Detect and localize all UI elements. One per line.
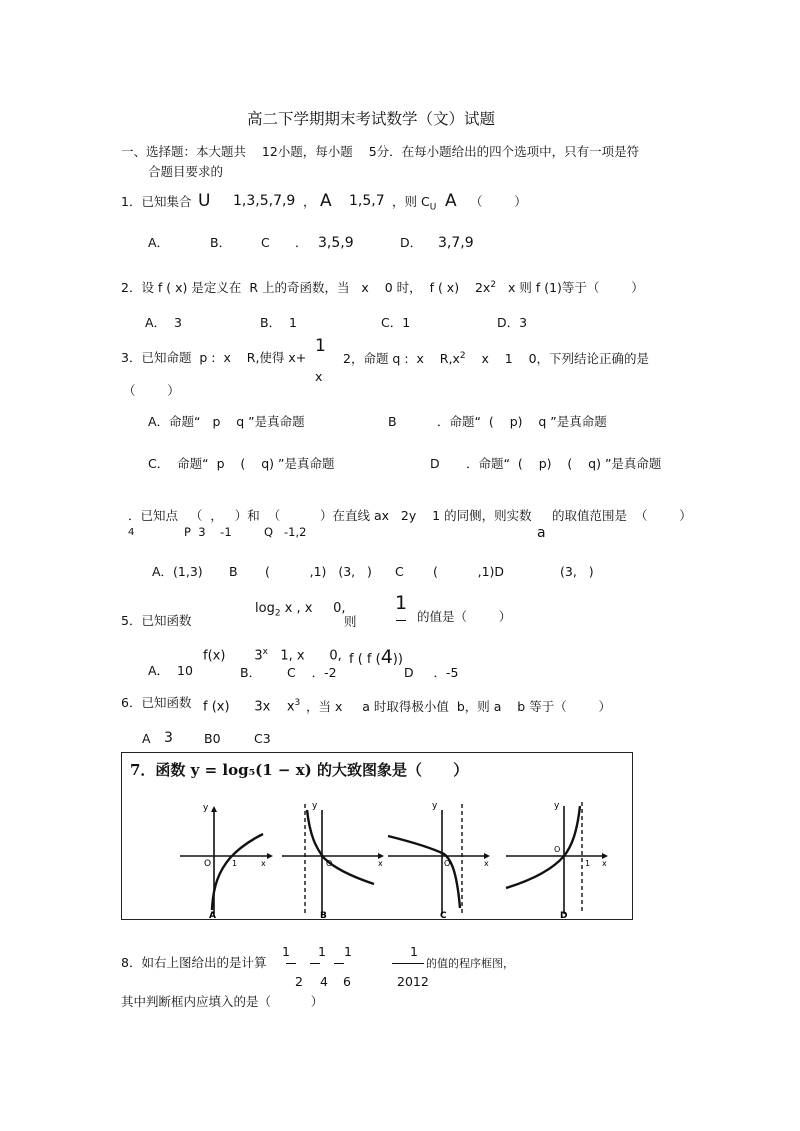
q1-u-set: 1,3,5,7,9 bbox=[233, 193, 296, 209]
q6-stem: 6．已知函数 bbox=[121, 695, 192, 710]
q7-graph-c-svg bbox=[384, 796, 494, 918]
svg-text:1: 1 bbox=[585, 859, 591, 868]
q1-opt-b: B． bbox=[210, 235, 232, 250]
q4-point-q: Q -1,2 bbox=[264, 525, 307, 539]
q5-stem: 5．已知函数 bbox=[121, 613, 192, 628]
q6-opt-b: B0 bbox=[204, 731, 221, 746]
q1-opt-c-val: 3,5,9 bbox=[318, 235, 354, 251]
q7-graph-c[interactable] bbox=[384, 796, 494, 918]
q1-stem: 1．已知集合 bbox=[121, 194, 192, 209]
q1-a2: A bbox=[445, 191, 457, 211]
q4-var-a: a bbox=[537, 525, 546, 541]
q5-ff: f ( f (4)) bbox=[349, 646, 403, 668]
svg-text:x: x bbox=[261, 859, 266, 868]
q3-opt-a: A．命题“ p q ”是真命题 bbox=[148, 414, 305, 429]
q7-graph-a[interactable] bbox=[175, 796, 285, 918]
q5-frac-line bbox=[396, 620, 406, 621]
q5-then: 则 bbox=[344, 614, 357, 629]
q4-opt-d-val: (3, ) bbox=[560, 564, 594, 579]
q7-graph-b[interactable] bbox=[278, 796, 388, 918]
q1-then: ，则 $C_U$ bbox=[392, 194, 437, 213]
svg-text:O: O bbox=[554, 845, 561, 854]
q1-a-set: 1,5,7 bbox=[349, 193, 385, 209]
q4-stem-tail: 的取值范围是 （ ） bbox=[552, 508, 692, 523]
svg-text:D: D bbox=[560, 911, 568, 918]
q3-frac-num: 1 bbox=[315, 336, 326, 356]
q4-opt-c-val: ( ,1)D bbox=[433, 564, 505, 579]
svg-text:y: y bbox=[312, 801, 318, 811]
q6-fx: f (x) 3x $x^3$ bbox=[203, 698, 301, 715]
q2-opt-c: C．1 bbox=[381, 315, 411, 330]
q3-opt-b-text: ．命题“ ( p) q ”是真命题 bbox=[437, 414, 607, 429]
q2-stem: 2．设 f ( x) 是定义在 R 上的奇函数，当 x 0 时， f ( x) $2x^2$ x 则 f (1)等于（ ） bbox=[121, 280, 644, 296]
q8-frac4-line bbox=[392, 963, 424, 964]
q1-opt-c: C bbox=[261, 235, 270, 250]
q8-line2: 其中判断框内应填入的是（ ） bbox=[121, 994, 324, 1009]
q2-opt-d: D．3 bbox=[497, 315, 528, 330]
svg-text:y: y bbox=[554, 801, 560, 811]
svg-text:B: B bbox=[320, 911, 327, 918]
q8-frac3-line bbox=[334, 963, 344, 964]
q1-opt-d-val: 3,7,9 bbox=[438, 235, 474, 251]
q5-piece1: $\log_2 x$ , x 0, bbox=[255, 601, 346, 619]
q8-frac3-num: 1 bbox=[344, 944, 352, 959]
page-title: 高二下学期期末考试数学（文）试题 bbox=[247, 110, 496, 128]
q4-opt-b-val: ( ,1) (3, ) bbox=[265, 564, 372, 579]
q3-stem-mid: 2，命题 q : x $R,x^2$ x 1 0，下列结论正确的是 bbox=[343, 351, 650, 367]
q7-graph-d-svg bbox=[502, 796, 612, 918]
q8-frac1-den: 2 bbox=[295, 974, 303, 989]
svg-text:y: y bbox=[432, 801, 438, 811]
svg-text:O: O bbox=[444, 859, 451, 868]
svg-text:O: O bbox=[326, 859, 333, 868]
q4-number: 4 bbox=[128, 527, 135, 538]
q7-graph-b-svg bbox=[278, 796, 388, 918]
q8-tail: 的值的程序框图， bbox=[426, 957, 514, 970]
q5-piece2: f(x) 3$^x$ 1, x 0, bbox=[203, 647, 342, 664]
q4-point-p: P 3 -1 bbox=[184, 525, 232, 539]
svg-text:x: x bbox=[484, 859, 489, 868]
section-heading-cont: 合题目要求的 bbox=[148, 164, 224, 179]
q1-opt-a: A． bbox=[148, 235, 170, 250]
q2-opt-b: B． 1 bbox=[260, 315, 297, 330]
q5-frac-num: 1 bbox=[395, 592, 408, 614]
q6-opt-c: C3 bbox=[254, 731, 271, 746]
q3-stem: 3．已知命题 p : x R,使得 x+ bbox=[121, 350, 307, 365]
q5-opt-d: D ．-5 bbox=[404, 665, 459, 680]
q4-stem: ．已知点 （ ， ）和 （ ）在直线 ax 2y 1 的同侧，则实数 bbox=[128, 508, 532, 523]
q8-stem: 8．如右上图给出的是计算 bbox=[121, 955, 267, 970]
q4-opt-a: A．(1,3) bbox=[152, 564, 203, 579]
q4-opt-b: B bbox=[229, 564, 238, 579]
svg-text:A: A bbox=[209, 911, 216, 918]
q8-frac1-line bbox=[286, 963, 296, 964]
q1-comma: ， bbox=[303, 194, 316, 209]
q1-paren: （ ） bbox=[470, 194, 527, 209]
q1-u: U bbox=[198, 191, 211, 211]
q7-graph-a-svg bbox=[175, 796, 285, 918]
svg-text:O: O bbox=[204, 859, 212, 869]
q5-tail: 的值是（ ） bbox=[417, 609, 512, 624]
q8-frac2-num: 1 bbox=[318, 944, 326, 959]
q7-title: 7．函数 y = log₅(1 − x) 的大致图象是（ ） bbox=[130, 761, 469, 779]
q4-opt-c: C bbox=[395, 564, 404, 579]
svg-text:1: 1 bbox=[232, 859, 238, 868]
q1-opt-c-dot: ． bbox=[295, 235, 308, 250]
svg-text:C: C bbox=[440, 911, 447, 918]
svg-text:x: x bbox=[602, 859, 607, 868]
q8-frac4-num: 1 bbox=[410, 944, 418, 959]
q7-graph-d[interactable] bbox=[502, 796, 612, 918]
q3-paren: （ ） bbox=[123, 383, 180, 398]
q5-opt-c: C ．-2 bbox=[287, 665, 337, 680]
q8-frac1-num: 1 bbox=[282, 944, 290, 959]
svg-text:y: y bbox=[203, 803, 209, 813]
q6-opt-a: A bbox=[142, 731, 151, 746]
q6-tail: ，当 x a 时取得极小值 b，则 a b 等于（ ） bbox=[306, 699, 611, 714]
q8-frac2-line bbox=[310, 963, 320, 964]
q6-opt-a-val: 3 bbox=[164, 730, 173, 746]
q5-opt-a: A． 10 bbox=[148, 663, 193, 678]
q8-frac3-den: 6 bbox=[343, 974, 351, 989]
q2-opt-a: A． 3 bbox=[145, 315, 182, 330]
svg-text:x: x bbox=[378, 859, 383, 868]
section-heading: 一、选择题：本大题共 12小题，每小题 5分．在每小题给出的四个选项中，只有一项是符 bbox=[121, 144, 640, 159]
q1-opt-d: D． bbox=[400, 235, 423, 250]
q3-opt-d-text: ．命题“ ( p) ( q) ”是真命题 bbox=[466, 456, 662, 471]
q8-frac2-den: 4 bbox=[320, 974, 328, 989]
q1-a: A bbox=[320, 191, 332, 211]
q5-opt-b: B． bbox=[240, 665, 262, 680]
q3-opt-d: D bbox=[430, 456, 440, 471]
q3-opt-c: C． 命题“ p ( q) ”是真命题 bbox=[148, 456, 335, 471]
q8-frac4-den: 2012 bbox=[397, 974, 429, 989]
q3-frac-den: x bbox=[315, 369, 323, 384]
q3-opt-b: B bbox=[388, 414, 397, 429]
